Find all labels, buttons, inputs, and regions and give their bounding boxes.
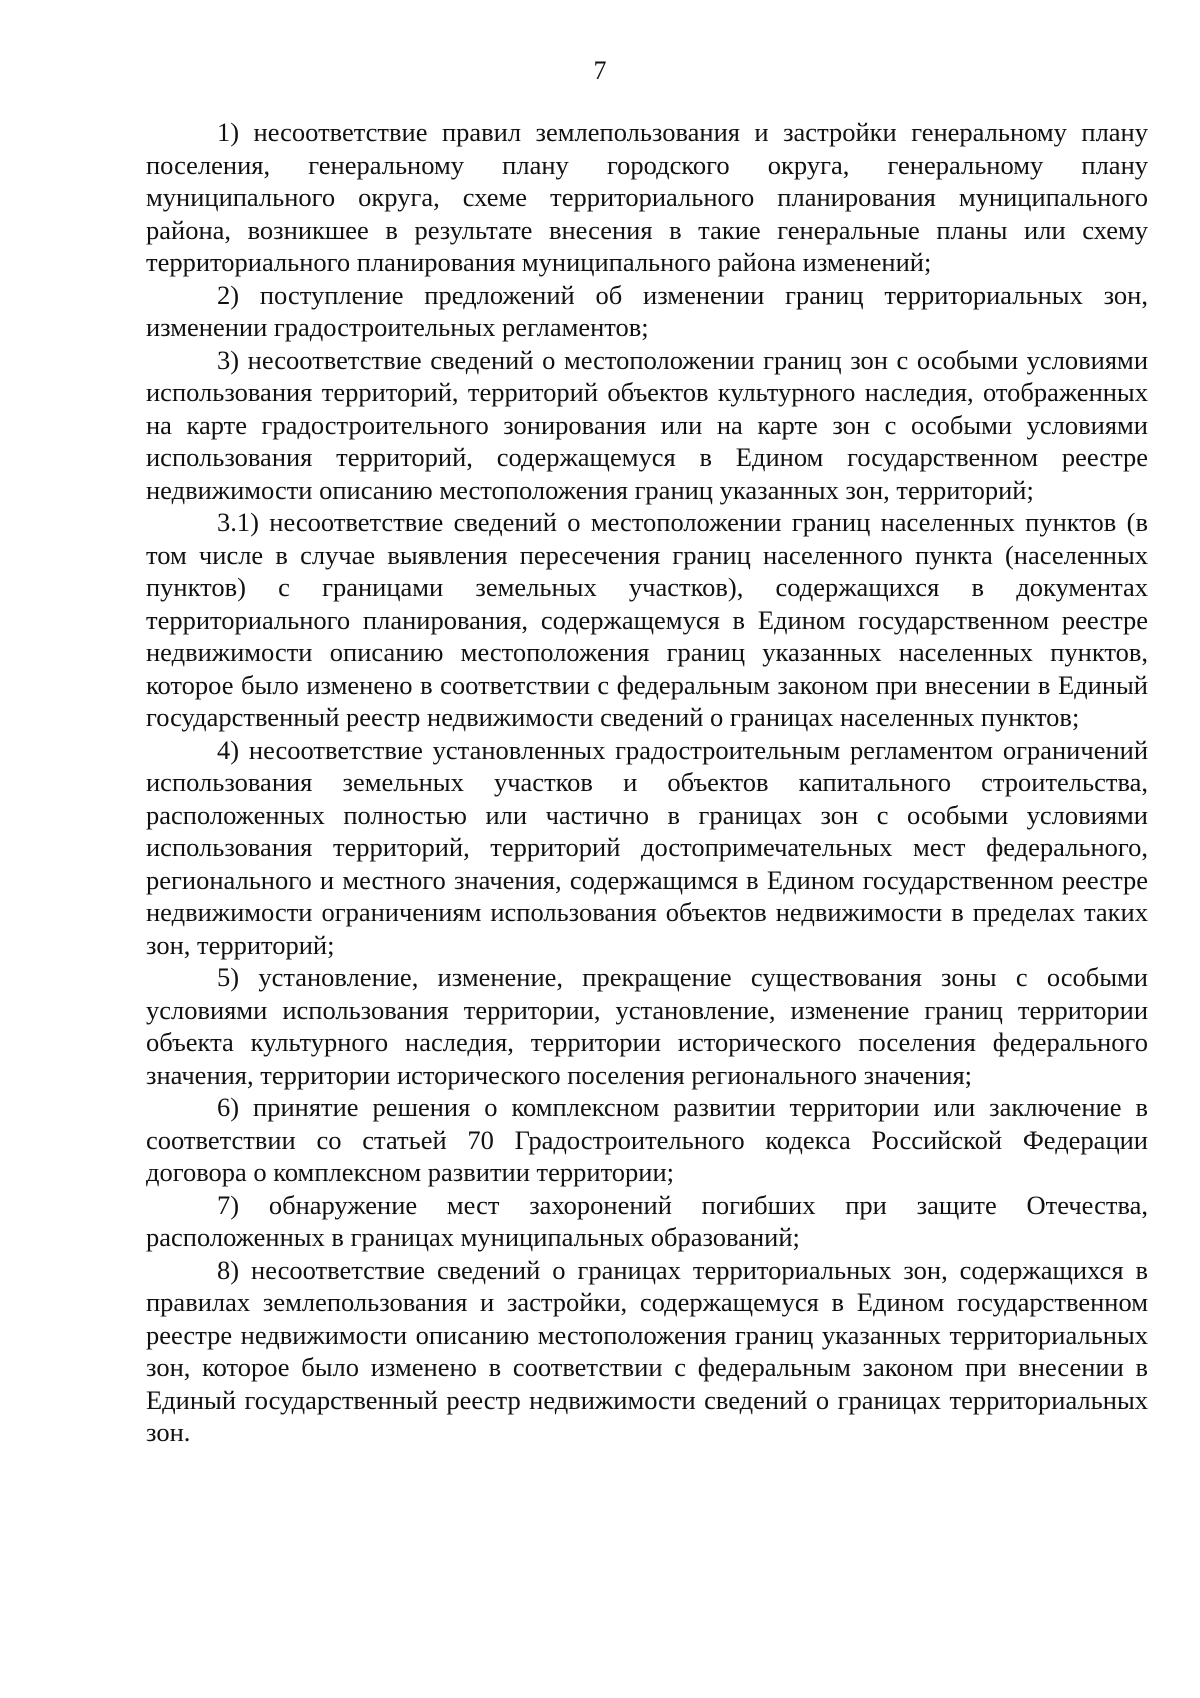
page-number: 7: [593, 56, 607, 85]
list-item-2: 2) поступление предложений об изменении границ территориальных зон, изменении градостроительных регламентов;: [146, 279, 1148, 342]
list-item-7: 7) обнаружение мест захоронений погибших при защите Отечества, расположенных в границах муниципальных образований;: [146, 1189, 1148, 1252]
list-item-4: 4) несоответствие установленных градостроительным регламентом ограничений использования земельных участков и объектов капитального строительства, расположенных полностью или частично в границах зон с особыми условиями использования территорий, территорий достопримечательных мест федерального, регионального и местного значения, содержащимся в Едином государственном реестре недвижимости ограничениям использования объектов недвижимости в пределах таких зон, территорий;: [146, 734, 1148, 960]
list-item-6: 6) принятие решения о комплексном развитии территории или заключение в соответствии со статьей 70 Градостроительного кодекса Российской Федерации договора о комплексном развитии территории;: [146, 1092, 1148, 1187]
list-item-1: 1) несоответствие правил землепользования и застройки генеральному плану поселения, генеральному плану городского округа, генеральному плану муниципального округа, схеме территориального планирования муниципального района, возникшее в результате внесения в такие генеральные планы или схему территориального планирования муниципального района изменений;: [146, 117, 1148, 277]
list-item-3-1: 3.1) несоответствие сведений о местоположении границ населенных пунктов (в том числе в случае выявления пересечения границ населенного пункта (населенных пунктов) с границами земельных участков), содержащихся в документах территориального планирования, содержащемуся в Едином государственном реестре недвижимости описанию местоположения границ указанных населенных пунктов, которое было изменено в соответствии с федеральным законом при внесении в Единый государственный реестр недвижимости сведений о границах населенных пунктов;: [146, 507, 1148, 732]
document-body: [146, 116, 1148, 1449]
list-item-3: 3) несоответствие сведений о местоположении границ зон с особыми условиями использования территорий, территорий объектов культурного наследия, отображенных на карте градостроительного зонирования или на карте зон с особыми условиями использования территорий, содержащемуся в Едином государственном реестре недвижимости описанию местоположения границ указанных зон, территорий;: [146, 344, 1148, 505]
list-item-8: 8) несоответствие сведений о границах территориальных зон, содержащихся в правилах землепользования и застройки, содержащемуся в Едином государственном реестре недвижимости описанию местоположения границ указанных территориальных зон, которое было изменено в соответствии с федеральным законом при внесении в Единый государственный реестр недвижимости сведений о границах территориальных зон.: [146, 1254, 1148, 1447]
list-item-5: 5) установление, изменение, прекращение существования зоны с особыми условиями использования территории, установление, изменение границ территории объекта культурного наследия, территории исторического поселения федерального значения, территории исторического поселения регионального значения;: [146, 962, 1148, 1090]
